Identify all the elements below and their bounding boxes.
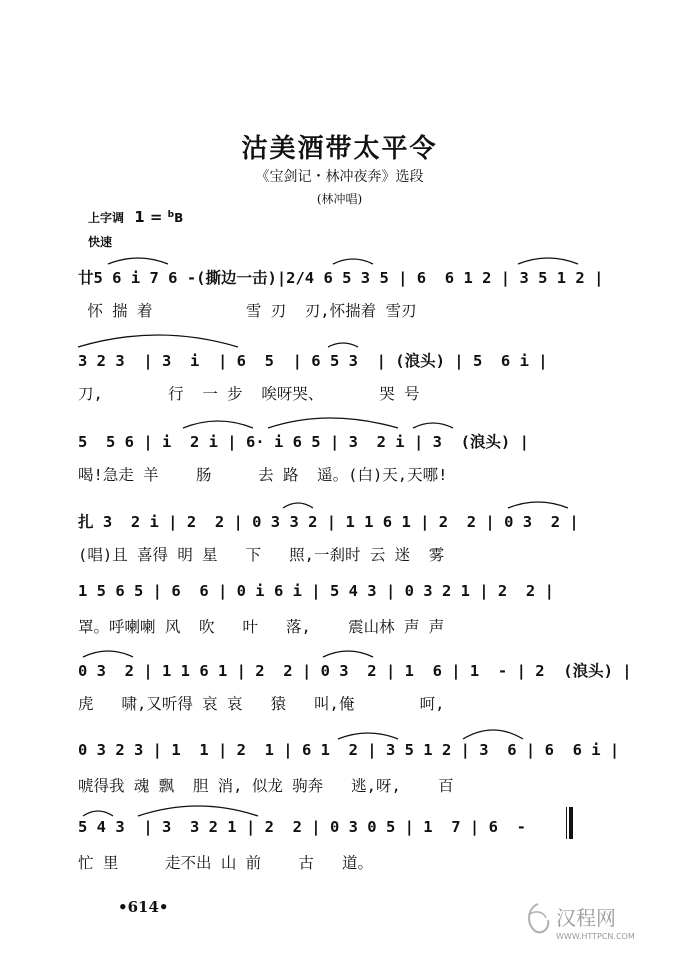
key-value: 1 = [134,208,168,226]
lyrics-line: 罩。呼喇喇 风 吹 叶 落, 震山林 声 声 [78,618,445,636]
notation-line: 扎 3 2 i | 2 2 | 0 3 3 2 | 1 1 6 1 | 2 2 | 0 3 2 | [78,513,579,531]
song-subtitle: 《宝剑记・林冲夜奔》选段 [255,169,424,185]
notation-line: 0 3 2 | 1 1 6 1 | 2 2 | 0 3 2 | 1 6 | 1 - | 2 (浪头) | [78,662,632,680]
notation-line: 1 5 6 5 | 6 6 | 0 i 6 i | 5 4 3 | 0 3 2 1 | 2 2 | [78,582,554,600]
lyrics-line: 怀 揣 着 雪 刃 刃,怀揣着 雪刃 [78,302,417,320]
score-system-3 [78,430,578,500]
final-barline [566,807,573,839]
score-system-7 [78,741,620,811]
singer-note: (林冲唱) [316,192,363,206]
score-system-1 [78,266,604,336]
lyrics-line: (唱)且 喜得 明 星 下 照,一刹时 云 迷 雾 [78,546,445,564]
lyrics-line: 忙 里 走不出 山 前 古 道。 [78,854,373,872]
lyrics-line: 刀, 行 一 步 唉呀哭、 哭 号 [78,385,420,403]
score-system-5 [78,582,578,652]
score-system-2 [78,349,578,419]
key-note: B [174,211,184,225]
notation-line: 0 3 2 3 | 1 1 | 2 1 | 6 1 2 | 3 5 1 2 | 3 6 | 6 6 i | [78,741,620,759]
score-system-8 [78,818,578,888]
watermark-url: WWW.HTTPCN.COM [556,932,635,941]
score-system-6 [78,659,632,729]
watermark-text: 汉程网 [556,906,616,930]
notation-line: 5 5 6 | i 2 i | 6· i 6 5 | 3 2 i | 3 (浪头) | [78,433,529,451]
notation-line: 3 2 3 | 3 i | 6 5 | 6 5 3 | (浪头) | 5 6 i | [78,352,548,370]
key-signature [88,208,183,226]
notation-line: 5 4 3 | 3 3 2 1 | 2 2 | 0 3 0 5 | 1 7 | 6 - [78,818,526,836]
score-system-4 [78,510,578,580]
lyrics-line: 唬得我 魂 飘 胆 消, 似龙 驹奔 逃,呀, 百 [78,777,454,795]
page-number: •614• [118,898,169,916]
watermark-logo-icon [520,900,556,940]
lyrics-line: 虎 啸,又听得 哀 哀 猿 叫,俺 呵, [78,695,445,713]
key-flat: b [167,210,175,220]
lyrics-line: 喝!急走 羊 肠 去 路 遥。(白)天,天哪! [78,466,448,484]
song-title: 沽美酒带太平令 [241,134,438,164]
key-label: 上字调 [88,211,125,225]
tempo-marking: 快速 [88,235,113,249]
notation-line: 廿5 6 i 7 6 -(撕边一击)|2/4 6 5 3 5 | 6 6 1 2 | 3 5 1 2 | [78,269,604,287]
